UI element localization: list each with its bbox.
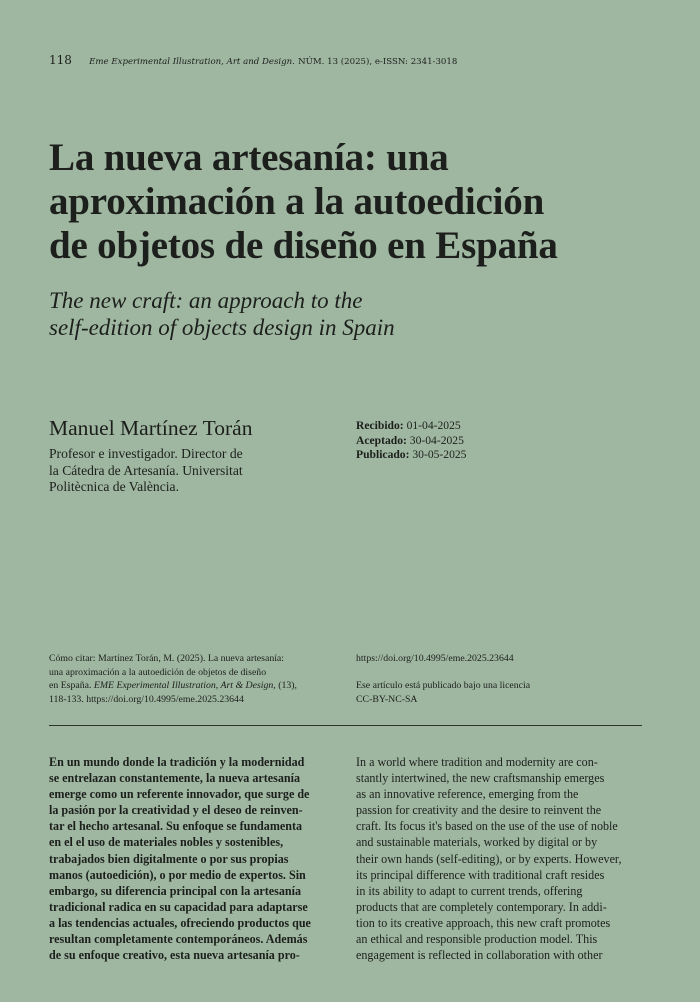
divider	[49, 725, 642, 726]
citation-journal: EME Experimental Illustration, Art & Design,	[93, 680, 276, 692]
accepted-label: Aceptado:	[356, 433, 407, 447]
abstract-spanish	[49, 754, 339, 963]
abstract-line: a las tendencias actuales, ofreciendo productos que	[49, 915, 311, 930]
title-en-line: The new craft: an approach to the	[49, 288, 363, 313]
license-text: Ese artículo está publicado bajo una licencia	[356, 680, 531, 691]
abstract-line: in its ability to adapt to current trends, offering	[356, 883, 583, 898]
abstract-line: engagement is reflected in collaboration with other	[356, 948, 603, 963]
article-title-english	[49, 287, 549, 341]
received-label: Recibido:	[356, 419, 404, 432]
abstract-line: passion for creativity and the desire to reinvent the	[356, 803, 602, 818]
abstract-line: la pasión por la creatividad y el deseo de reinven-	[49, 803, 303, 818]
abstract-line: manos (autoedición), o por medio de expertos. Sin	[49, 867, 306, 882]
abstract-line: and sustainable materials, worked by digital or by	[356, 835, 598, 850]
abstract-line: tar el hecho artesanal. Su enfoque se fundamenta	[49, 819, 303, 834]
page-number: 118	[49, 53, 72, 67]
license-note	[356, 679, 616, 706]
published-label: Publicado:	[356, 448, 410, 462]
abstract-line: trabajados bien digitalmente o por sus propias	[49, 851, 289, 866]
citation-text: 118-133. https://doi.org/10.4995/eme.2025.23644	[49, 693, 244, 705]
abstract-line: stantly intertwined, the new craftsmanship emerges	[356, 771, 605, 786]
abstract-line: craft. Its focus it's based on the use of the use of noble	[356, 819, 618, 834]
abstract-line: se entrelazan constantemente, la nueva artesanía	[49, 771, 301, 786]
abstract-english	[356, 754, 646, 963]
abstract-line: as an innovative reference, emerging from the	[356, 787, 579, 802]
author-affiliation	[49, 446, 299, 496]
abstract-line: emerge como un referente innovador, que surge de	[49, 787, 310, 802]
affiliation-line: Profesor e investigador. Director de	[49, 446, 243, 461]
abstract-line: resultan completamente contemporáneos. Además	[49, 932, 308, 947]
citation-label: Cómo citar:	[49, 653, 96, 664]
abstract-line: tradicional radica en su capacidad para adaptarse	[49, 899, 308, 914]
running-header	[49, 53, 457, 67]
received-date	[356, 419, 466, 434]
title-line: La nueva artesanía: una	[49, 136, 449, 179]
license-type: CC-BY-NC-SA	[356, 693, 418, 705]
accepted-value: 30-04-2025	[409, 433, 464, 447]
issue-info: NÚM. 13 (2025), e-ISSN: 2341-3018	[298, 57, 458, 67]
abstract-line: In a world where tradition and modernity are con-	[356, 755, 598, 769]
abstract-line: en el el uso de materiales nobles y sostenibles,	[49, 835, 284, 850]
published-value: 30-05-2025	[412, 448, 467, 462]
received-value: 01-04-2025	[406, 419, 461, 432]
publication-dates	[356, 419, 466, 463]
article-title-spanish	[49, 136, 669, 268]
doi-link[interactable]: https://doi.org/10.4995/eme.2025.23644	[356, 653, 514, 664]
title-line: aproximación a la autoedición	[49, 180, 545, 223]
citation-text: en España.	[49, 680, 92, 692]
abstract-line: En un mundo donde la tradición y la modernidad	[49, 755, 305, 769]
affiliation-line: Politècnica de València.	[49, 479, 179, 494]
published-date	[356, 448, 466, 463]
journal-name: Eme Experimental Illustration, Art and Design.	[89, 57, 295, 67]
accepted-date	[356, 434, 466, 449]
abstract-line: embargo, su diferencia principal con la artesanía	[49, 883, 302, 898]
citation-text: Martínez Torán, M. (2025). La nueva artesanía:	[97, 653, 285, 664]
abstract-line: their own hands (self-editing), or by experts. However,	[356, 851, 622, 866]
title-line: de objetos de diseño en España	[49, 224, 558, 267]
title-en-line: self-edition of objects design in Spain	[49, 315, 395, 340]
affiliation-line: la Cátedra de Artesanía. Universitat	[49, 462, 243, 478]
abstract-line: an ethical and responsible production model. This	[356, 932, 598, 947]
abstract-line: its principal difference with traditional craft resides	[356, 867, 605, 882]
citation-block	[49, 652, 334, 706]
citation-text: (13),	[278, 680, 297, 692]
author-name: Manuel Martínez Torán	[49, 416, 253, 440]
abstract-line: tion to its creative approach, this new craft promotes	[356, 915, 611, 930]
abstract-line: products that are completely contemporary. In addi-	[356, 899, 607, 914]
citation-text: una aproximación a la autoedición de objetos de diseño	[49, 666, 267, 678]
abstract-line: de su enfoque creativo, esta nueva artesanía pro-	[49, 948, 300, 963]
